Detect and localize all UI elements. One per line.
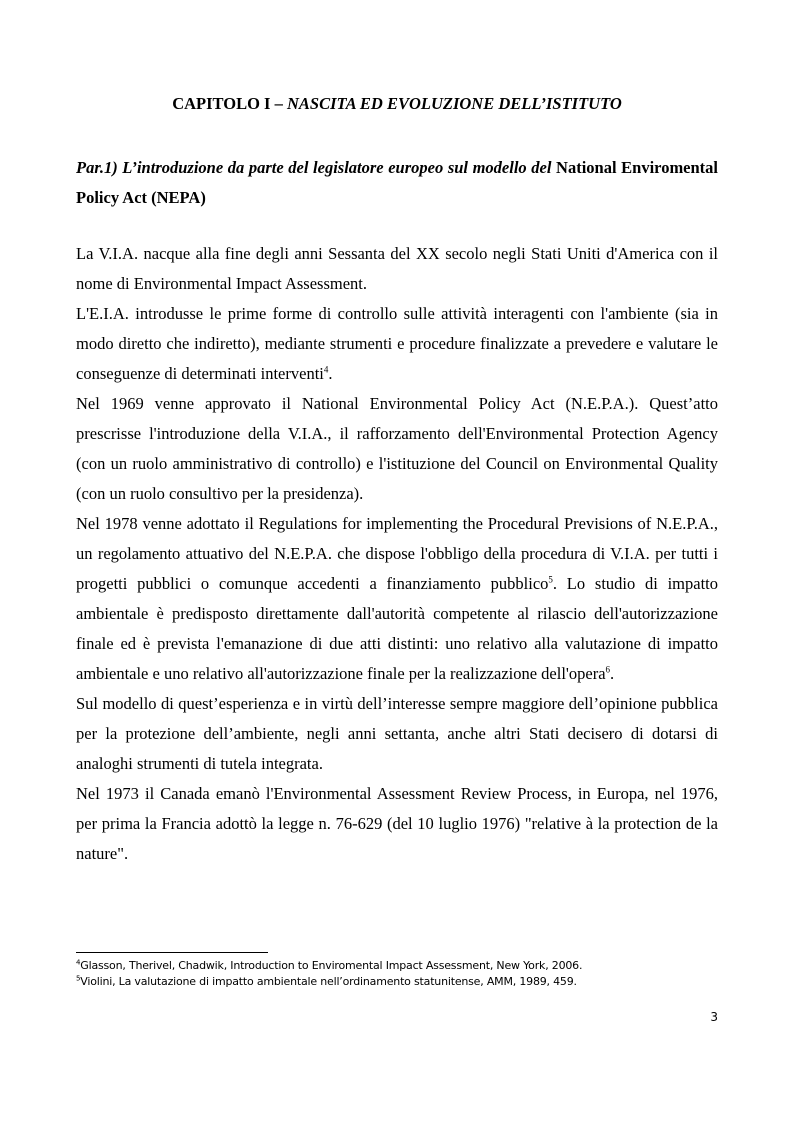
- paragraph: Nel 1973 il Canada emanò l'Environmental Assessment Review Process, in Europa, nel 1976, per prima la Francia adottò la legge n. 76-629 (del 10 luglio 1976) "relative à la protection de la nature".: [76, 784, 718, 863]
- section-heading-italic: Par.1) L’introduzione da parte del legislatore europeo sul modello del: [76, 158, 552, 177]
- page-number: 3: [710, 1010, 718, 1024]
- section-heading: [76, 153, 718, 213]
- chapter-title: [76, 94, 718, 114]
- chapter-subtitle: NASCITA ED EVOLUZIONE DELL’ISTITUTO: [286, 94, 622, 113]
- section-heading-normal: National Enviromental Policy Act (NEPA): [76, 158, 719, 207]
- paragraph: La V.I.A. nacque alla fine degli anni Sessanta del XX secolo negli Stati Uniti d'America con il nome di Environmental Impact Assessment.: [76, 244, 718, 293]
- body-text: [76, 239, 718, 869]
- paragraph: Sul modello di quest’esperienza e in virtù dell’interesse sempre maggiore dell’opinione pubblica per la protezione dell’ambiente, negli anni settanta, anche altri Stati decisero di dotarsi di analoghi strumenti di tutela integrata.: [76, 694, 718, 773]
- paragraph: Nel 1969 venne approvato il National Environmental Policy Act (N.E.P.A.). Quest’atto prescrisse l'introduzione della V.I.A., il rafforzamento dell'Environmental Protection Agency (con un ruolo amministrativo di controllo) e l'istituzione del Council on Environmental Quality (con un ruolo consultivo per la presidenza).: [76, 394, 718, 503]
- footnotes: [76, 958, 718, 990]
- paragraph: Nel 1978 venne adottato il Regulations for implementing the Procedural Previsions of N.E.P.A., un regolamento attuativo del N.E.P.A. che dispose l'obbligo della procedura di V.I.A. per tutti i progetti pubblici o comunque accedenti a finanziamento pubblico$^5$. Lo studio di impatto ambientale è predisposto direttamente dall'autorità competente al rilascio dell'autorizzazione finale ed è prevista l'emanazione di due atti distinti: uno relativo alla valutazione di impatto ambientale e uno relativo all'autorizzazione finale per la realizzazione dell'opera$^6$.: [76, 514, 718, 683]
- footnote-ref[interactable]: 5: [548, 574, 553, 585]
- footnote: $^5$Violini, La valutazione di impatto ambientale nell’ordinamento statunitense, AMM, 1989, 459.: [76, 974, 577, 988]
- footnote-ref[interactable]: 6: [605, 664, 611, 675]
- chapter-label: CAPITOLO I –: [172, 94, 283, 113]
- footnote-separator: [76, 952, 268, 953]
- paragraph: L'E.I.A. introdusse le prime forme di controllo sulle attività interagenti con l'ambiente (sia in modo diretto che indiretto), mediante strumenti e procedure finalizzate a prevedere e valutare le conseguenze di determinati interventi$^4$.: [76, 304, 718, 383]
- footnote: $^4$Glasson, Therivel, Chadwik, Introduction to Enviromental Impact Assessment, New York, 2006.: [76, 958, 583, 972]
- footnote-ref[interactable]: 4: [323, 364, 329, 375]
